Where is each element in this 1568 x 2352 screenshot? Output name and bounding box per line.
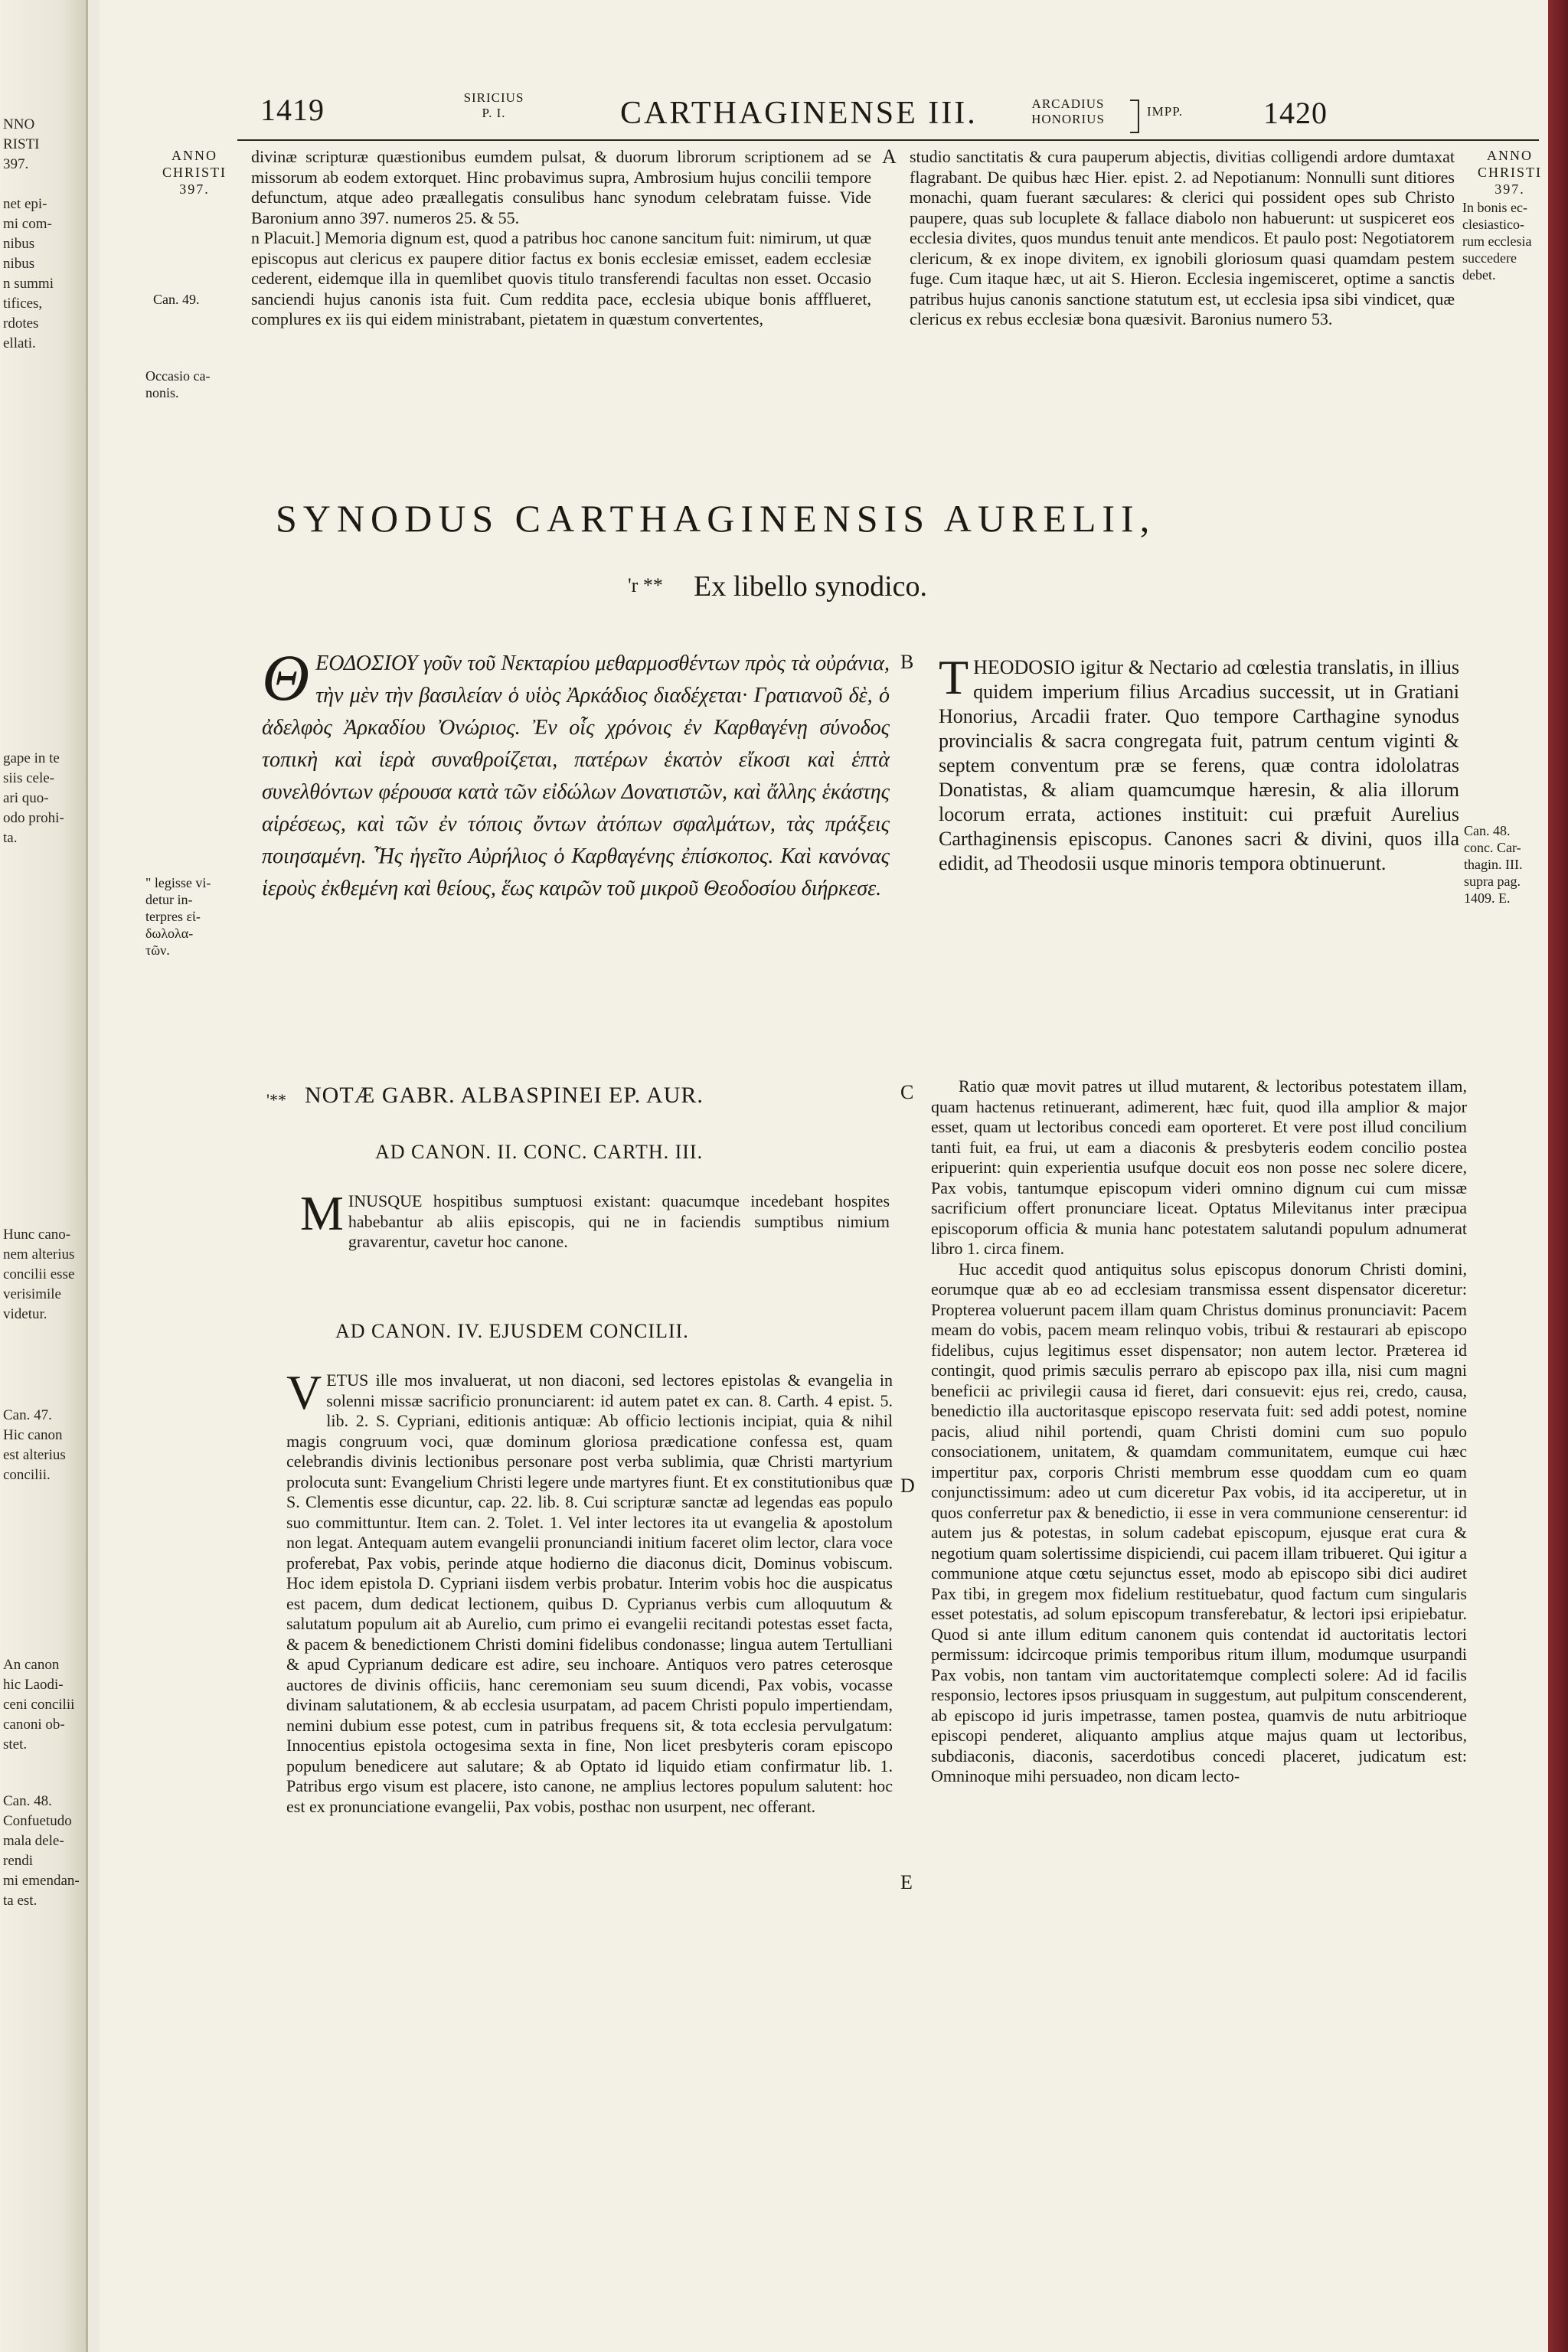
- facing-page-fragment: rendi: [3, 1853, 34, 1869]
- section-letter-c: C: [900, 1081, 914, 1103]
- facing-page-fragment: RISTI: [3, 136, 40, 152]
- facing-page-fragment: mala dele-: [3, 1833, 64, 1849]
- ad-canon-ii-heading: AD CANON. II. CONC. CARTH. III.: [375, 1141, 704, 1163]
- facing-page-fragment: videtur.: [3, 1306, 47, 1322]
- header-rule: [237, 139, 1539, 141]
- facing-page-fragment: Can. 47.: [3, 1407, 52, 1423]
- facing-page-fragment: odo prohi-: [3, 810, 64, 826]
- facing-page-fragment: Hic canon: [3, 1427, 63, 1443]
- facing-page-fragment: concilii esse: [3, 1266, 75, 1282]
- section-letter-d: D: [900, 1475, 915, 1497]
- facing-page-fragment: est alterius: [3, 1447, 66, 1463]
- facing-page-fragment: tifices,: [3, 296, 43, 312]
- canon-iv-dropcap: V: [286, 1365, 322, 1419]
- facing-page-fragment: ta est.: [3, 1893, 38, 1909]
- right-running-head: ARCADIUS HONORIUS: [1031, 96, 1105, 126]
- section-letter-e: E: [900, 1871, 913, 1893]
- canon-ii-note: [300, 1186, 890, 1253]
- facing-page-fragment: mi emendan-: [3, 1873, 80, 1889]
- facing-page-fragment: concilii.: [3, 1467, 51, 1483]
- latin-margin-note: Can. 48. conc. Car- thagin. III. supra pag. 1409. E.: [1464, 823, 1523, 906]
- subtitle-mark: 'r **: [628, 574, 663, 596]
- latin-text-block: [939, 650, 1459, 876]
- facing-page-fragment: ceni concilii: [3, 1697, 75, 1713]
- facing-page-fragment: An canon: [3, 1657, 60, 1673]
- anno-christi-left: ANNO CHRISTI 397.: [162, 148, 227, 197]
- can-49-note: Can. 49.: [153, 292, 200, 307]
- right-page-number: 1420: [1263, 96, 1328, 130]
- top-left-column: [251, 147, 871, 330]
- right-notes-para-1: Ratio quæ movit patres ut illud mutarent, & lectoribus potestatem illam, quam hactenus retinuerant, adimerent, hæc fuit, quod illa amplior & major esset, quam ut lectoribus concedi eam oporteret. Et vere post illud concilium tanti fuit, ea frui, ut eam a diaconis & presbyteris eodem concilio postea eripuerint: quin experientia usufque docuit eos non posse nec solere dicere, Pax vobis, tantumque episcopum videri omnino dignum cui cum missæ sacrificium offert pronunciare liceat. Optatus Milevitanus inter præcipua episcoporum officia & munia hanc potestatem salutandi populum adnumerat libro 1. circa finem.: [931, 1076, 1467, 1258]
- notae-mark: '**: [266, 1090, 286, 1109]
- right-notes-para-2: Huc accedit quod antiquitus solus episcopus donorum Christi domini, eorumque quæ ab eo ad ecclesiam transmissa essent dispensator diceretur: Propterea voluerunt pacem illam quam Christus dominus pronunciavit: Pacem meam do vobis, pacem meam relinquo vobis, tribui & restaurari ab episcopo fidelibus, cujus legitimus esset dispensator; non autem lector. Præterea id contingit, quod primis sæculis perraro ab episcopo pax illa, nisi cum magni beneficii ac privilegii causa id fieret, dari consuevit: ejus rei, credo, causa, benedictio illa auctoritasque episcopo reservata fuit: sed addi potest, nomine pacis, aliud nihil portendi, quam Christi domini cum suo populo consociationem, unitatem, & quamdam communitatem, eumque cui hæc impertitur pax, corporis Christi membrum esse quoddam cum eo quam conjunctissimum: adeo ut cum diceretur Pax vobis, id ita acciperetur, ut in quos conferretur pax & benedictio, ii esse in vera communione censerentur: id autem jus & potestas, in solum cadebat episcopum, ejusque erat cura & negotium quam solertissime dispiciendi, cui pacem illam tribueret. Qui igitur a communione atque cœtu sejunctus esset, modo ab episcopo sibi dici audiret Pax tibi, in gregem mox fidelium restituebatur, quod factum cum singularis esset potestatis, ad solum episcopum transferebatur, & lectori ipsi eripiebatur. Quod si ante illum editum canonem quis contendat id auctoritatis lectori permissum: idcircoque primis temporibus ritum illum, modumque usurpandi Pax vobis, non tantam vim auctoritatemque complecti solere: Ad id facilis responsio, lectores ipsos priusquam in suggestum, aut pulpitum conscenderent, ab episcopo id juris impetrasse, tamen postea, quamvis de nutu arbitrioque episcopi penderet, aliquanto amplius atque majus quam ut lectoribus, subdiaconis, diaconis, sacerdotibus concedi placeret, judicatum est: Omninoque mihi persuadeo, non dicam lecto-: [931, 1259, 1467, 1785]
- facing-page-fragment: 397.: [3, 156, 29, 172]
- greek-text-block: [262, 641, 890, 905]
- right-notes-column: [931, 1076, 1467, 1787]
- book-page: [100, 0, 1568, 2352]
- facing-page-fragment: Hunc cano-: [3, 1227, 71, 1243]
- anno-christi-right: ANNO CHRISTI 397.: [1477, 148, 1542, 197]
- section-letter-a: A: [882, 145, 897, 168]
- top-right-text: studio sanctitatis & cura pauperum abjectis, divitias colligendi ardore dumtaxat flagrabant. De quibus hæc Hier. epist. 2. ad Nepotianum: Nonnulli sunt ditiores monachi, quam fuerant sæculares: & clerici qui possident opes sub Christo paupere, quas sub locuplete & fallace diabolo non habuerunt: ut suspiceret eos ecclesia divites, quos mundus tenuit ante mendicos. Et paulo post: Negotiatorem clericum, & ex inope divitem, ex ignobili gloriosum quasi quamdam pestem fuge. Cum itaque hæc, ut ait S. Hieron. Ecclesia ingemisceret, optime a sanctis patribus hujus canonis sanctione statutum est, ut ecclesia ipsa sibi vindicet, quæ clericus ex rebus ecclesiæ bona quæsivit. Baronius numero 53.: [910, 147, 1455, 328]
- facing-page-fragment: gape in te: [3, 750, 60, 766]
- greek-margin-note: " legisse vi- detur in- terpres εἰ- δωλολα- τῶν.: [145, 875, 211, 958]
- facing-page-fragment: ta.: [3, 830, 18, 846]
- facing-page-fragment: Can. 48.: [3, 1793, 52, 1809]
- top-right-column: [910, 147, 1455, 330]
- left-running-head: SIRICIUS P. I.: [463, 90, 524, 120]
- section-letter-b: B: [900, 651, 914, 673]
- canon-iv-text: ETUS ille mos invaluerat, ut non diaconi, sed lectores epistolas & evangelia in solenni missæ sacrificio pronunciarent: id autem patet ex can. 8. Carth. 4 epist. 5. lib. 2. S. Cypriani, editionis antiquæ: Ab officio lectionis incipiat, quia & nihil magis congruum voci, quæ dominum gloriosa prædicatione confessa est, quam celebrandis divinis lectionibus personare post verba sublimia, quæ Christi martyrium prolocuta sunt: Evangelium Christi legere unde martyres fiunt. Et ex constitutionibus quæ S. Clementis esse dicuntur, cap. 22. lib. 8. Cui scripturæ sanctæ ad legendas eas populo suo committuntur. Item can. 2. Tolet. 1. Vel inter lectores ita ut evangelia & apostolum non legat. Antequam autem evangelii pronunciandi initium faceret olim lector, clara voce proferebat, Pax vobis, perinde atque hodierno die diaconus dicit, Dominus vobiscum. Hoc idem epistola D. Cypriani iisdem verbis probatur. Interim vobis hoc die auspicatus est pacem, dum dedicat lectionem, quibus D. Cyprianus verbis cum alloquutum & salutatum populum ait ab Aurelio, cum primo ei evangelii recitandi potestas esset facta, & pacem & benedictionem Christi domini fidelibus condonasse; lingua autem Tertulliani & apud Cyprianum dedicare est adire, seu inchoare. Antiquos vero patres ceterosque auctores de divinis officiis, hanc ceremoniam seu suum dicendi, Pax vobis, vocasse divinam salutationem, & ab ecclesia usurpatam, ad pacem Christi populo impertiendam, nemini dubium esse potest, cum in patribus frequens sit, & tota ecclesia pervulgatum: Innocentius epistola octogesima sexta in fine, Non licet presbyteris coram episcopo populum benedicere aut salutare; & ab Optato id liquido etiam confirmatur lib. 1. Patribus ergo visum est placere, isto canone, ne amplius lectores populum salutent: hoc est ex pronunciatione evangelii, Pax vobis, posthac non usurpent, nec offerant.: [286, 1370, 893, 1816]
- occasio-note: Occasio ca- nonis.: [145, 368, 211, 400]
- synod-title: SYNODUS CARTHAGINENSIS AURELII,: [276, 497, 1156, 540]
- facing-page-fragment: stet.: [3, 1736, 28, 1753]
- canon-ii-dropcap: M: [300, 1186, 344, 1240]
- top-left-text: divinæ scripturæ quæstionibus eumdem pulsat, & duorum librorum scriptionem ad se missorum ab eodem extorquet. Hinc probavimus supra, Ambrosium hujus concilii tempore defunctum, atque adeo præallegatis consulibus hanc synodum celebratam fuisse. Vide Baronium anno 397. numeros 25. & 55. n Placuit.] Memoria dignum est, quod a patribus hoc canone sancitum fuit: nimirum, ut quæ episcopus aut clericus ex paupere ditior factus ex bonis ecclesiæ emisset, eadem ecclesiæ cederent, eidemque illa in quemlibet quovis titulo transferendi facultas non esset. Occasio sanciendi hujus canonis ista fuit. Cum reddita pace, ecclesia ubique bonis affflueret, complures ex iis qui eidem ministrabant, pietatem in quæstum convertentes,: [251, 147, 871, 328]
- facing-page-edge: [0, 0, 88, 2352]
- bracket-mark: [1130, 100, 1139, 133]
- facing-page-fragment: rdotes: [3, 315, 39, 332]
- impp-label: IMPP.: [1147, 104, 1184, 119]
- facing-page-fragment: nibus: [3, 236, 35, 252]
- left-page-number: 1419: [260, 93, 325, 127]
- facing-page-fragment: mi com-: [3, 216, 52, 232]
- facing-page-fragment: n summi: [3, 276, 54, 292]
- facing-page-fragment: hic Laodi-: [3, 1677, 64, 1693]
- binding-edge: [1548, 0, 1568, 2352]
- ad-canon-iv-heading: AD CANON. IV. EJUSDEM CONCILII.: [335, 1320, 689, 1342]
- facing-page-fragment: NNO: [3, 116, 35, 132]
- greek-text: ΕΟΔΟΣΙΟΥ γοῦν τοῦ Νεκταρίου μεθαρμοσθέντων πρὸς τὰ οὐράνια, τὴν μὲν τὴν βασιλείαν ὁ υἱὸς Ἀρκάδιος διαδέχεται· Γρατιανοῦ δὲ, ὁ ἀδελφὸς Ἀρκαδίου Ὀνώριος. Ἐν οἷς χρόνοις ἐν Καρθαγένῃ σύνοδος τοπικὴ καὶ ἱερὰ συναθροίζεται, πατέρων ἑκατὸν εἴκοσι καὶ ἑπτὰ συνελθόντων φέρουσα κατὰ τῶν εἰδώλων Δονατιστῶν, καὶ ἄλλης ἑκάστης αἱρέσεως, καὶ τῶν ἐν τόποις ὄντων ἀτόπων σφαλμάτων, τὰς πράξεις ποιησαμένη. Ἧς ἡγεῖτο Αὐρήλιος ὁ Καρθαγένης ἐπίσκοπος. Καὶ κανόνας ἱεροὺς ἐκθεμένη καὶ θείους, ἕως καιρῶν τοῦ μικροῦ Θεοδοσίου διήρκεσε.: [262, 652, 890, 900]
- facing-page-fragment: ari quo-: [3, 790, 49, 806]
- notae-heading: NOTÆ GABR. ALBASPINEI EP. AUR.: [305, 1083, 704, 1108]
- facing-page-fragment: canoni ob-: [3, 1717, 65, 1733]
- latin-text: HEODOSIO igitur & Nectario ad cœlestia translatis, in illius quidem imperium filius Arcadius successit, ut in Gratiani Honorius, Arcadii frater. Quo tempore Carthagine synodus provincialis & sacra congregata fuit, patrum centum viginti & septem conventum præ se ferens, quæ contra idololatras Donatistas, & aliam quamcumque hæresin, & alia illorum locorum errata, actiones instituit: cui præfuit Aurelius Carthaginensis episcopus. Canones sacri & divini, quos illa edidit, ad Theodosii usque minoris tempora obtinuerunt.: [939, 656, 1459, 874]
- facing-page-fragment: net epi-: [3, 196, 47, 212]
- facing-page-fragment: verisimile: [3, 1286, 61, 1302]
- page-title: CARTHAGINENSE III.: [620, 96, 978, 131]
- facing-page-fragment: Confuetudo: [3, 1813, 72, 1829]
- latin-dropcap: T: [939, 650, 969, 704]
- bonis-note: In bonis ec- clesiastico- rum ecclesia succedere debet.: [1462, 200, 1532, 283]
- canon-ii-text: INUSQUE hospitibus sumptuosi existant: quacumque incedebant hospites habebantur ab aliis episcopis, qui ne in faciendis sumptibus nimium gravarentur, cavetur hoc canone.: [348, 1191, 890, 1251]
- facing-page-fragment: nem alterius: [3, 1246, 75, 1263]
- facing-page-fragment: ellati.: [3, 335, 36, 351]
- canon-iv-note: [286, 1365, 893, 1817]
- facing-page-fragment: siis cele-: [3, 770, 55, 786]
- greek-dropcap: Θ: [262, 641, 310, 714]
- synod-subtitle: Ex libello synodico.: [694, 570, 928, 603]
- facing-page-fragment: nibus: [3, 256, 35, 272]
